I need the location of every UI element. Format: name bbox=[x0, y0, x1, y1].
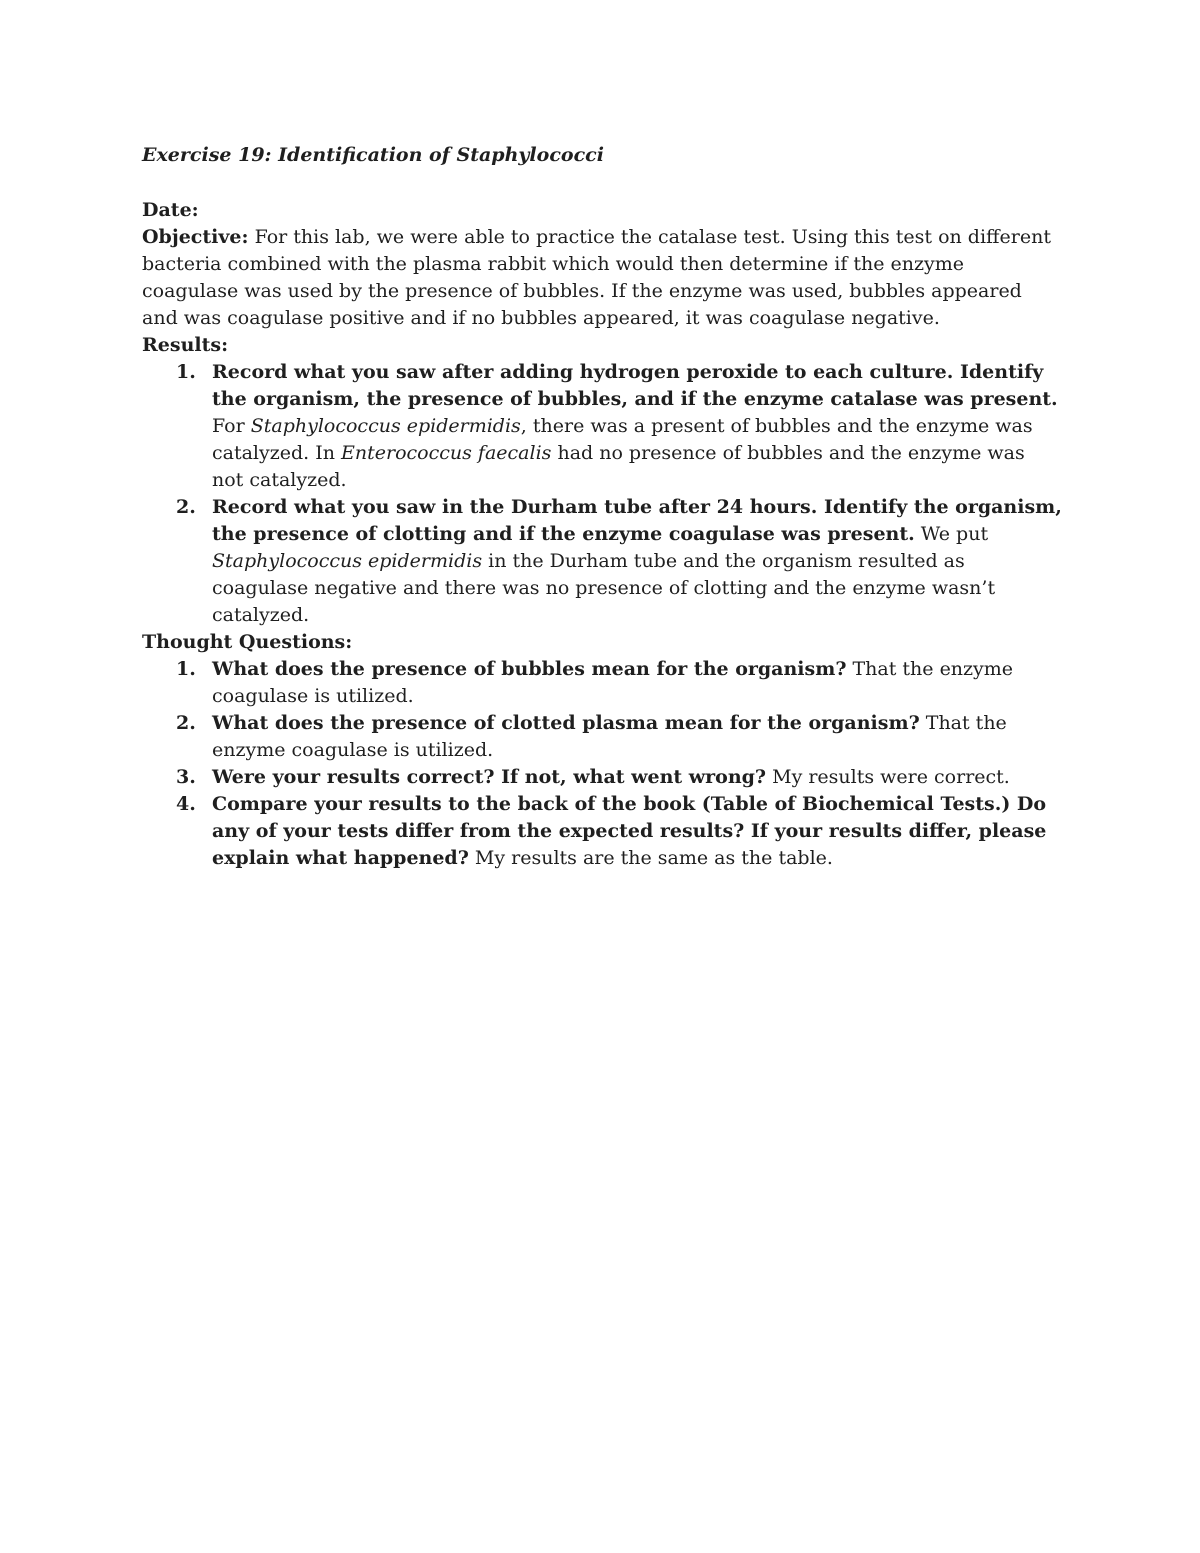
question-number: 1. bbox=[176, 658, 196, 680]
thought-questions-list bbox=[142, 656, 1062, 872]
question-text: Were your results correct? If not, what went wrong? bbox=[212, 766, 767, 788]
results-item-number: 2. bbox=[176, 496, 196, 518]
results-question: Record what you saw after adding hydrogen peroxide to each culture. Identify the organism, the presence of bubbles, and if the enzyme catalase was present. bbox=[212, 361, 1058, 410]
results-answer: We put bbox=[920, 523, 989, 545]
thought-question-2 bbox=[142, 710, 1062, 764]
question-text: What does the presence of clotted plasma mean for the organism? bbox=[212, 712, 920, 734]
organism-name: Enterococcus faecalis bbox=[341, 442, 552, 464]
objective-paragraph bbox=[142, 224, 1062, 332]
results-item-1 bbox=[142, 359, 1062, 494]
question-text: Compare your results to the back of the book (Table of Biochemical Tests.) Do any of your tests differ from the expected results? If your results differ, please explain what happened? bbox=[212, 793, 1047, 869]
thought-question-3 bbox=[142, 764, 1062, 791]
objective-text: For this lab, we were able to practice the catalase test. Using this test on different bacteria combined with the plasma rabbit which would then determine if the enzyme coagulase was used by the presence of bubbles. If the enzyme was used, bubbles appeared and was coagulase positive and if no bubbles appeared, it was coagulase negative. bbox=[142, 226, 1051, 329]
organism-name: Staphylococcus epidermidis bbox=[212, 550, 483, 572]
thought-question-1 bbox=[142, 656, 1062, 710]
thought-question-4 bbox=[142, 791, 1062, 872]
results-answer: For bbox=[212, 415, 245, 437]
document-page bbox=[142, 142, 1062, 872]
results-question: Record what you saw in the Durham tube after 24 hours. Identify the organism, the presence of clotting and if the enzyme coagulase was present. bbox=[212, 496, 1062, 545]
results-answer: , there was a present of bubbles and the enzyme was catalyzed. In bbox=[212, 415, 1033, 464]
document-title: Exercise 19: Identification of Staphylococci bbox=[142, 144, 604, 166]
organism-name: Staphylococcus epidermidis bbox=[250, 415, 521, 437]
question-number: 2. bbox=[176, 712, 196, 734]
results-answer: in the Durham tube and the organism resulted as coagulase negative and there was no presence of clotting and the enzyme wasn’t catalyzed. bbox=[212, 550, 996, 626]
results-heading: Results: bbox=[142, 334, 229, 356]
answer-text: That the enzyme coagulase is utilized. bbox=[212, 712, 1007, 761]
answer-text: My results were correct. bbox=[772, 766, 1010, 788]
results-list bbox=[142, 359, 1062, 629]
question-number: 4. bbox=[176, 793, 196, 815]
results-item-2 bbox=[142, 494, 1062, 629]
results-item-number: 1. bbox=[176, 361, 196, 383]
objective-label: Objective: bbox=[142, 226, 249, 248]
answer-text: That the enzyme coagulase is utilized. bbox=[212, 658, 1014, 707]
question-text: What does the presence of bubbles mean for the organism? bbox=[212, 658, 847, 680]
answer-text: My results are the same as the table. bbox=[474, 847, 833, 869]
date-label: Date: bbox=[142, 199, 199, 221]
thought-questions-heading: Thought Questions: bbox=[142, 631, 353, 653]
question-number: 3. bbox=[176, 766, 196, 788]
results-answer: had no presence of bubbles and the enzyme was not catalyzed. bbox=[212, 442, 1025, 491]
